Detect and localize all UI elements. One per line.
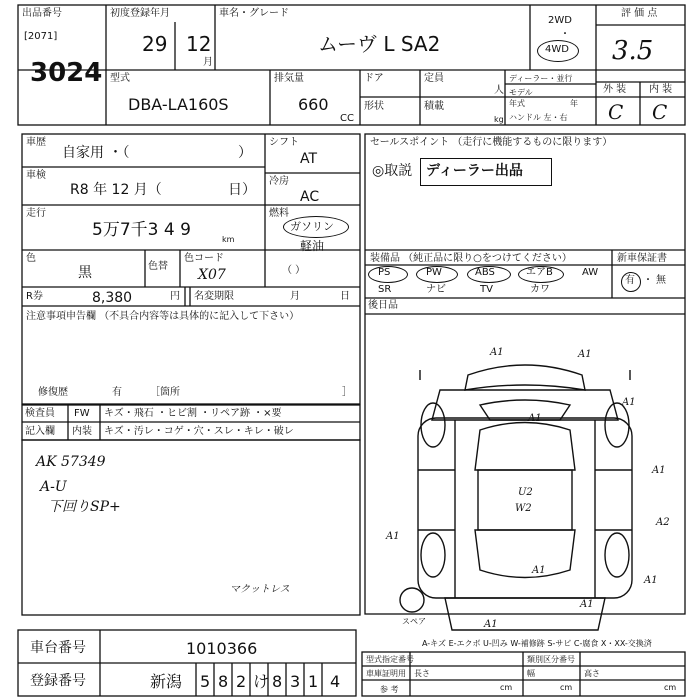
plate-digit-7: 1 xyxy=(308,672,319,691)
damage-mark-9: A1 xyxy=(532,565,546,576)
capacity-unit: 人 xyxy=(494,85,504,96)
spare-label: スペア xyxy=(402,617,426,626)
damage-mark-13: A1 xyxy=(484,619,498,630)
plate-digit-2: 8 xyxy=(218,672,229,691)
lot-number-label: 出品番号 xyxy=(22,8,62,19)
legend-row2: キズ・汚レ・コゲ・穴・スレ・キレ・破レ xyxy=(104,426,294,437)
footer-height-label: 高さ xyxy=(584,669,600,678)
ac-value: AC xyxy=(300,189,320,205)
lot-sub-code: [2071] xyxy=(24,31,58,42)
displacement-value: 660 xyxy=(298,95,329,114)
model-year-label1: モデル xyxy=(509,88,533,97)
interior-label: 内 装 xyxy=(649,84,673,95)
repair-value: 有 xyxy=(112,387,122,398)
plate-digit-3: 2 xyxy=(236,672,247,691)
handwritten-line2: A-U xyxy=(40,479,67,495)
grade-value: 3.5 xyxy=(612,36,654,66)
dealer-label: ディーラー・並行 xyxy=(509,74,573,83)
cc-unit: CC xyxy=(340,113,354,124)
handwritten-line4: マクットレス xyxy=(230,584,290,595)
mileage-label: 走行 xyxy=(26,208,46,219)
color-code-value: X07 xyxy=(198,267,226,283)
legend-naisou: 内装 xyxy=(72,426,92,437)
warranty-none: 無 xyxy=(656,275,666,286)
fuel-gasoline: ガソリン xyxy=(290,220,334,233)
eq-pw: PW xyxy=(426,267,442,278)
warranty-sep: ・ xyxy=(643,275,653,286)
drive-2wd: 2WD xyxy=(548,15,572,26)
shift-value: AT xyxy=(300,151,318,167)
repair-label: 修復歴 xyxy=(38,387,68,398)
plate-digit-1: 5 xyxy=(200,672,211,691)
lot-number: 3024 xyxy=(30,58,103,88)
shape-label: 形状 xyxy=(364,101,384,112)
damage-mark-5: A1 xyxy=(652,465,666,476)
later-items-label: 後日品 xyxy=(368,300,398,311)
inspection-label: 車検 xyxy=(26,170,46,181)
ac-label: 冷房 xyxy=(269,176,289,187)
damage-mark-4: A1 xyxy=(528,413,542,424)
shift-label: シフト xyxy=(269,137,299,148)
recycle-value: 8,380 xyxy=(92,290,133,306)
model-label: 型式 xyxy=(110,73,130,84)
first-registration-label: 初度登録年月 xyxy=(110,8,170,19)
eq-ps: PS xyxy=(378,267,391,278)
footer-cm-1: cm xyxy=(500,683,513,692)
exterior-value: C xyxy=(608,100,624,124)
first-registration-year: 29 xyxy=(142,32,168,56)
month-label: 月 xyxy=(290,291,300,302)
plate-label: 登録番号 xyxy=(30,673,86,689)
footer-ref-label: 参 考 xyxy=(380,685,399,694)
inspection-close: 日） xyxy=(228,182,256,198)
footer-cm-3: cm xyxy=(664,683,677,692)
fuel-label: 燃料 xyxy=(269,208,289,219)
recycle-label: R券 xyxy=(26,291,43,302)
car-name-label: 車名・グレード xyxy=(219,8,289,19)
eq-navi: ナビ xyxy=(426,284,446,295)
car-name: ムーヴ L SA2 xyxy=(318,32,441,56)
plate-digit-4: け xyxy=(253,672,270,691)
mileage-value: 5万7千3 4 9 xyxy=(92,220,191,240)
footer-cm-2: cm xyxy=(560,683,573,692)
inspection-value: R8 年 12 月（ xyxy=(70,182,162,198)
name-change-label: 名変期限 xyxy=(194,291,234,302)
damage-mark-3: A1 xyxy=(622,397,636,408)
sales-point-label: セールスポイント （走行に機能するものに限ります） xyxy=(370,137,613,148)
eq-airbag: エアB xyxy=(526,267,553,278)
mileage-unit: km xyxy=(222,235,235,244)
damage-mark-11: A1 xyxy=(644,575,658,586)
eq-aw: AW xyxy=(582,267,599,278)
door-label: ドア xyxy=(364,73,384,84)
inspector-label: 検査員 xyxy=(25,408,55,419)
damage-mark-8: W2 xyxy=(515,503,532,514)
damage-mark-2: A1 xyxy=(578,349,592,360)
footer-right-label1: 型式指定番号 xyxy=(366,655,414,664)
damage-mark-7: U2 xyxy=(518,487,533,498)
footer-length-label: 長さ xyxy=(414,669,430,678)
first-registration-month: 12 xyxy=(186,32,212,56)
grade-label: 評 価 点 xyxy=(621,8,658,19)
notes-label: 注意事項申告欄 （不具合内容等は具体的に記入して下さい） xyxy=(26,311,300,322)
repair-location: ［箇所 xyxy=(150,387,180,398)
usage-close: ） xyxy=(238,145,252,161)
handwritten-line3: 下回りSP+ xyxy=(48,499,121,515)
exterior-label: 外 装 xyxy=(603,84,627,95)
fuel-diesel: 軽油 xyxy=(300,239,325,253)
legend-fw: FW xyxy=(74,408,90,419)
dealer-car: ディーラー出品 xyxy=(426,163,523,179)
equipment-label: 装備品 （純正品に限り○をつけてください） xyxy=(370,253,572,264)
interior-value: C xyxy=(652,100,668,124)
eq-tv: TV xyxy=(480,284,493,295)
footer-cert-label: 車庫証明用 xyxy=(366,669,406,678)
warranty-yes: 有 xyxy=(625,275,635,286)
car-diagram xyxy=(400,365,632,630)
eq-leather: カワ xyxy=(530,284,550,295)
legend-row1: キズ・飛石 ・ヒビ割 ・リペア跡 ・×要 xyxy=(104,408,282,419)
damage-mark-12: A1 xyxy=(580,599,594,610)
handwritten-line1: AK 57349 xyxy=(36,454,106,470)
usage-label: 車歴 xyxy=(26,137,46,148)
load-label: 積載 xyxy=(424,101,444,112)
model-year-label2: 年式 xyxy=(509,99,525,108)
damage-mark-6: A1 xyxy=(386,531,400,542)
handle-label: ハンドル 左・右 xyxy=(509,113,568,122)
color-code-label: 色コード xyxy=(184,253,224,264)
repair-close: ］ xyxy=(342,387,352,398)
plate-digit-8: 4 xyxy=(330,672,341,691)
plate-digit-6: 3 xyxy=(290,672,301,691)
year-unit: 年 xyxy=(570,99,578,108)
eq-abs: ABS xyxy=(475,267,495,278)
displacement-label: 排気量 xyxy=(274,73,304,84)
plate-digit-5: 8 xyxy=(272,672,283,691)
color-change-label: 色替 xyxy=(148,261,168,272)
fuel-paren: （ ） xyxy=(282,265,306,276)
color-value: 黒 xyxy=(78,265,92,281)
sales-manual: ◎取説 xyxy=(372,163,413,179)
yen-unit: 円 xyxy=(170,291,180,302)
chassis-value: 1010366 xyxy=(186,639,258,658)
damage-mark-1: A1 xyxy=(490,347,504,358)
day-label: 日 xyxy=(340,291,350,302)
damage-mark-10: A2 xyxy=(656,517,670,528)
warranty-label: 新車保証書 xyxy=(617,253,667,264)
color-label: 色 xyxy=(26,253,36,264)
load-unit: kg xyxy=(494,115,504,124)
model-value: DBA-LA160S xyxy=(128,95,229,114)
plate-region: 新潟 xyxy=(150,672,183,691)
month-unit: 月 xyxy=(203,57,213,68)
usage-value: 自家用 ・（ xyxy=(62,145,130,161)
footer-right-label2: 類別区分番号 xyxy=(527,655,575,664)
damage-legend: A-キズ E-エクボ U-凹み W-補修跡 S-サビ C-腐食 X・XX-交換済 xyxy=(422,639,652,648)
eq-sr: SR xyxy=(378,284,392,295)
capacity-label: 定員 xyxy=(424,73,444,84)
writer-label: 記入欄 xyxy=(25,426,55,437)
drive-dot: ・ xyxy=(560,29,570,40)
drive-4wd: 4WD xyxy=(545,44,569,55)
footer-width-label: 幅 xyxy=(527,669,535,678)
chassis-label: 車台番号 xyxy=(30,640,86,656)
